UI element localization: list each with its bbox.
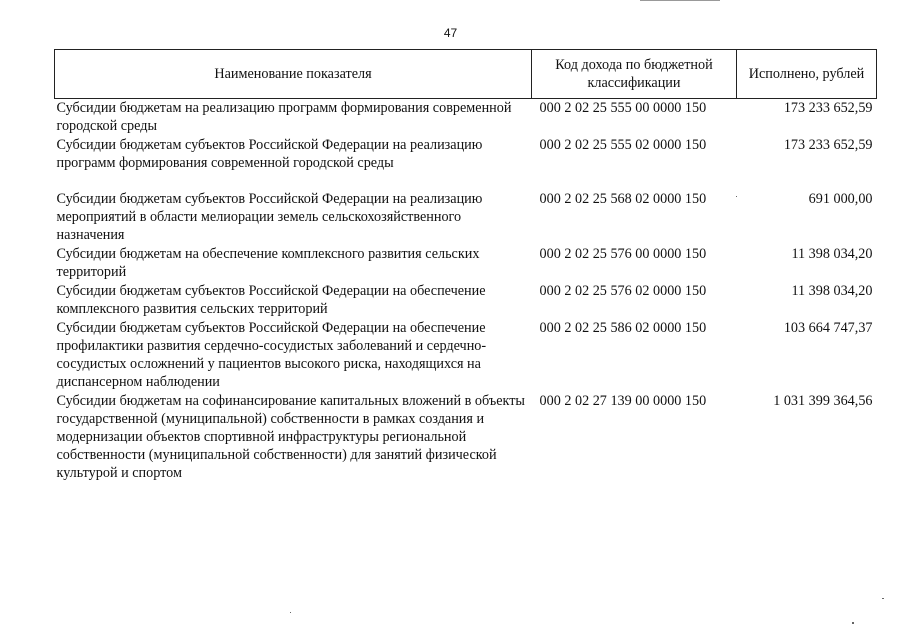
table-row xyxy=(55,319,877,392)
table-row xyxy=(55,245,877,282)
header-revenue-code: Код дохода по бюджетной классификации xyxy=(532,50,737,99)
table-row xyxy=(55,136,877,173)
row-code: 000 2 02 25 586 02 0000 150 xyxy=(539,320,707,336)
scan-speck xyxy=(290,612,291,613)
table-row xyxy=(55,282,877,319)
scan-speck xyxy=(882,598,884,599)
table-row xyxy=(55,392,877,483)
row-amount: 11 398 034,20 xyxy=(791,246,873,262)
row-name: Субсидии бюджетам на софинансирование капитальных вложений в объекты государственной (муниципальной) собственности в рамках создания и модернизации объектов спортивной инфраструктуры региональной собственности (муниципальной собственности) для занятий физической культурой и спортом xyxy=(56,393,525,481)
table-header xyxy=(55,50,877,99)
row-code: 000 2 02 25 555 02 0000 150 xyxy=(539,137,707,153)
row-name: Субсидии бюджетам субъектов Российской Федерации на обеспечение профилактики развития сердечно-сосудистых заболеваний и сердечно-сосудистых осложнений у пациентов высокого риска, находящихся на диспансерном наблюдении xyxy=(56,320,487,390)
row-name: Субсидии бюджетам субъектов Российской Федерации на обеспечение комплексного развития сельских территорий xyxy=(56,283,486,317)
table-header-row xyxy=(55,50,877,99)
table-row xyxy=(55,173,877,245)
row-code: 000 2 02 25 576 02 0000 150 xyxy=(539,283,707,299)
scan-speck xyxy=(852,622,854,624)
row-name: Субсидии бюджетам субъектов Российской Федерации на реализацию мероприятий в области мелиорации земель сельскохозяйственного назначения xyxy=(56,191,483,243)
header-executed-amount: Исполнено, рублей xyxy=(737,50,877,99)
page-number: 47 xyxy=(443,26,458,40)
header-indicator-name: Наименование показателя xyxy=(55,50,532,99)
row-amount: 173 233 652,59 xyxy=(783,137,873,153)
scan-speck xyxy=(736,196,737,197)
row-name: Субсидии бюджетам на реализацию программ формирования современной городской среды xyxy=(56,100,512,134)
row-code: 000 2 02 27 139 00 0000 150 xyxy=(539,393,707,409)
table-row xyxy=(55,99,877,137)
row-name: Субсидии бюджетам на обеспечение комплексного развития сельских территорий xyxy=(56,246,480,280)
row-amount: 103 664 747,37 xyxy=(783,320,873,336)
row-code: 000 2 02 25 568 02 0000 150 xyxy=(539,191,707,207)
row-amount: 691 000,00 xyxy=(808,191,873,207)
row-amount: 1 031 399 364,56 xyxy=(773,393,873,409)
row-code: 000 2 02 25 555 00 0000 150 xyxy=(539,100,707,116)
scan-edge-line xyxy=(640,0,720,1)
table-body xyxy=(55,99,877,484)
row-amount: 11 398 034,20 xyxy=(791,283,873,299)
revenue-table xyxy=(54,49,877,483)
row-amount: 173 233 652,59 xyxy=(783,100,873,116)
revenue-table-container xyxy=(54,49,876,483)
row-name: Субсидии бюджетам субъектов Российской Федерации на реализацию программ формирования современной городской среды xyxy=(56,137,483,171)
row-code: 000 2 02 25 576 00 0000 150 xyxy=(539,246,707,262)
